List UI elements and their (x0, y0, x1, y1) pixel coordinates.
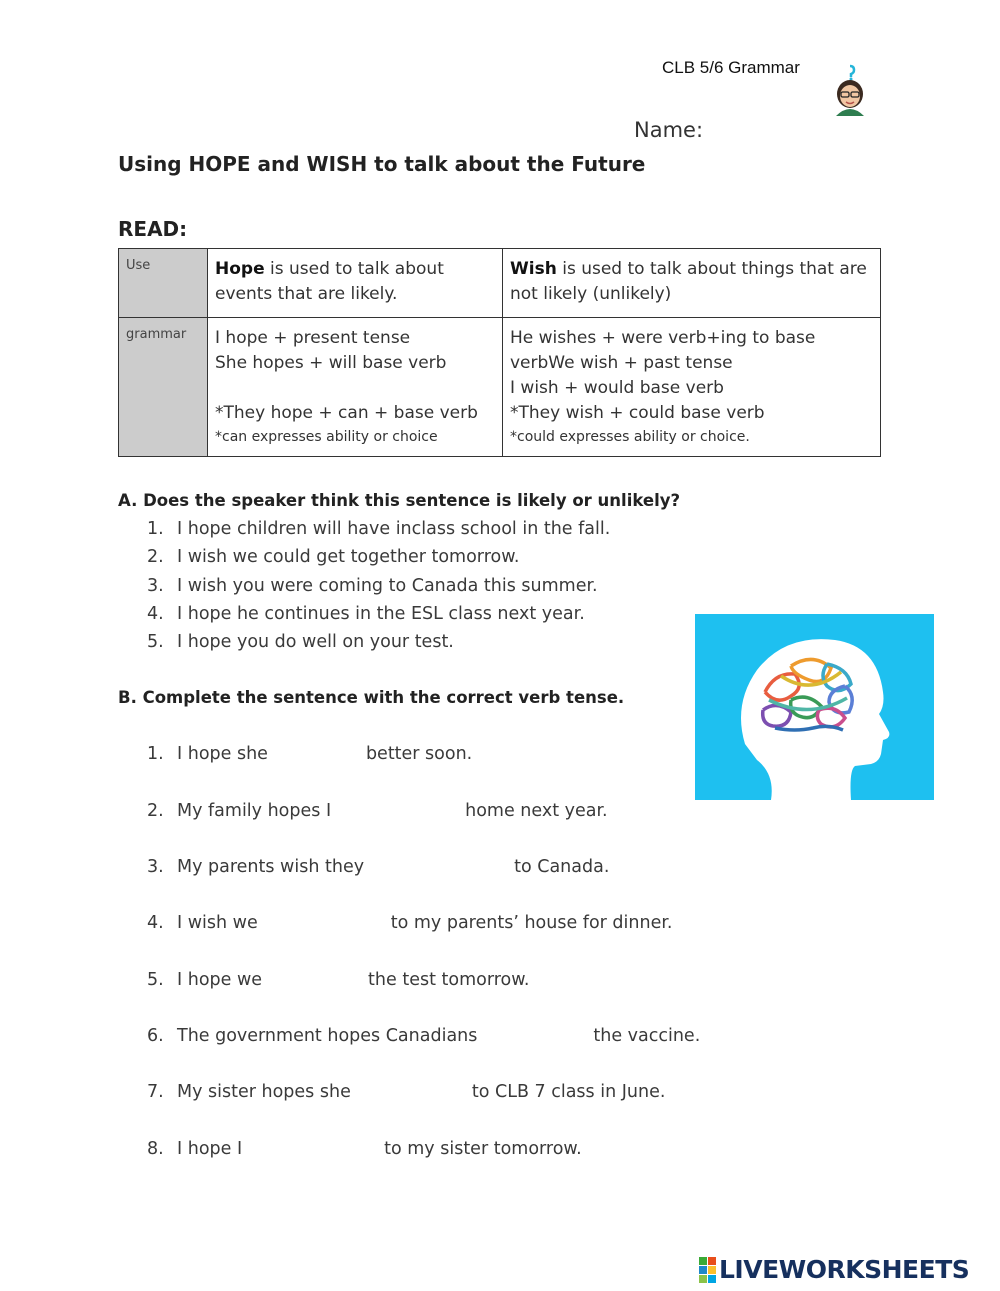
list-item: 3. My parents wish they to Canada. (147, 857, 610, 877)
list-item: 6. The government hopes Canadians the vaccine. (147, 1026, 701, 1046)
list-item: 1. I hope she better soon. (147, 744, 473, 764)
hope-note: can expresses ability or choice (222, 429, 438, 445)
hope-rule: I hope + present tense (215, 328, 411, 348)
list-item: 2. I wish we could get together tomorrow. (147, 547, 520, 567)
hope-rule: She hopes + will base verb (215, 353, 447, 373)
table-row (119, 318, 881, 457)
table-row (119, 249, 881, 318)
hope-rule: *They hope + can + base verb (215, 403, 478, 423)
row-label-grammar: grammar (119, 318, 208, 457)
hope-use-text: is used to talk about events that are likely. (215, 259, 444, 304)
logo-tile (699, 1266, 707, 1274)
logo-text: LIVEWORKSHEETS (719, 1255, 970, 1284)
logo-tile (708, 1275, 716, 1283)
list-item: 8. I hope I to my sister tomorrow. (147, 1139, 582, 1159)
list-item: 7. My sister hopes she to CLB 7 class in June. (147, 1082, 666, 1102)
page-title: Using HOPE and WISH to talk about the Future (118, 152, 646, 176)
section-a-heading: A. Does the speaker think this sentence is likely or unlikely? (118, 491, 681, 510)
logo-tile (708, 1257, 716, 1265)
hope-grammar-cell: I hope + present tense She hopes + will base verb *They hope + can + base verb *can expresses ability or choice (208, 318, 503, 457)
grammar-table (118, 248, 881, 457)
read-label: READ: (118, 217, 188, 241)
wish-keyword: Wish (510, 259, 557, 279)
list-item: 2. My family hopes I home next year. (147, 801, 608, 821)
wish-grammar-cell: He wishes + were verb+ing to base verbWe wish + past tense I wish + would base verb *They wish + could base verb *could expresses ability or choice. (503, 318, 881, 457)
list-item: 5. I hope we the test tomorrow. (147, 970, 530, 990)
logo-tile (699, 1257, 707, 1265)
logo-tiles-icon (699, 1257, 716, 1283)
brain-illustration (695, 614, 934, 800)
name-label: Name: (634, 118, 704, 142)
liveworksheets-logo (699, 1255, 969, 1284)
list-item: 3. I wish you were coming to Canada this summer. (147, 576, 598, 596)
logo-tile (708, 1266, 716, 1274)
wish-use-cell (503, 249, 881, 318)
hope-use-cell (208, 249, 503, 318)
row-label-use: Use (119, 249, 208, 318)
wish-note: could expresses ability or choice. (517, 429, 750, 445)
wish-rule: *They wish + could base verb (510, 403, 765, 423)
course-label: CLB 5/6 Grammar (662, 58, 800, 77)
teacher-avatar-icon (828, 64, 872, 116)
wish-use-text: is used to talk about things that are not likely (unlikely) (510, 259, 867, 304)
wish-rule: He wishes + were verb+ing to base verbWe wish + past tense (510, 328, 816, 373)
list-item: 4. I wish we to my parents’ house for dinner. (147, 913, 673, 933)
brain-head-icon (695, 614, 934, 800)
hope-keyword: Hope (215, 259, 265, 279)
section-b-heading: B. Complete the sentence with the correct verb tense. (118, 688, 625, 707)
logo-tile (699, 1275, 707, 1283)
list-item: 4. I hope he continues in the ESL class next year. (147, 604, 585, 624)
list-item: 5. I hope you do well on your test. (147, 632, 454, 652)
wish-rule: I wish + would base verb (510, 378, 724, 398)
list-item: 1. I hope children will have inclass school in the fall. (147, 519, 611, 539)
